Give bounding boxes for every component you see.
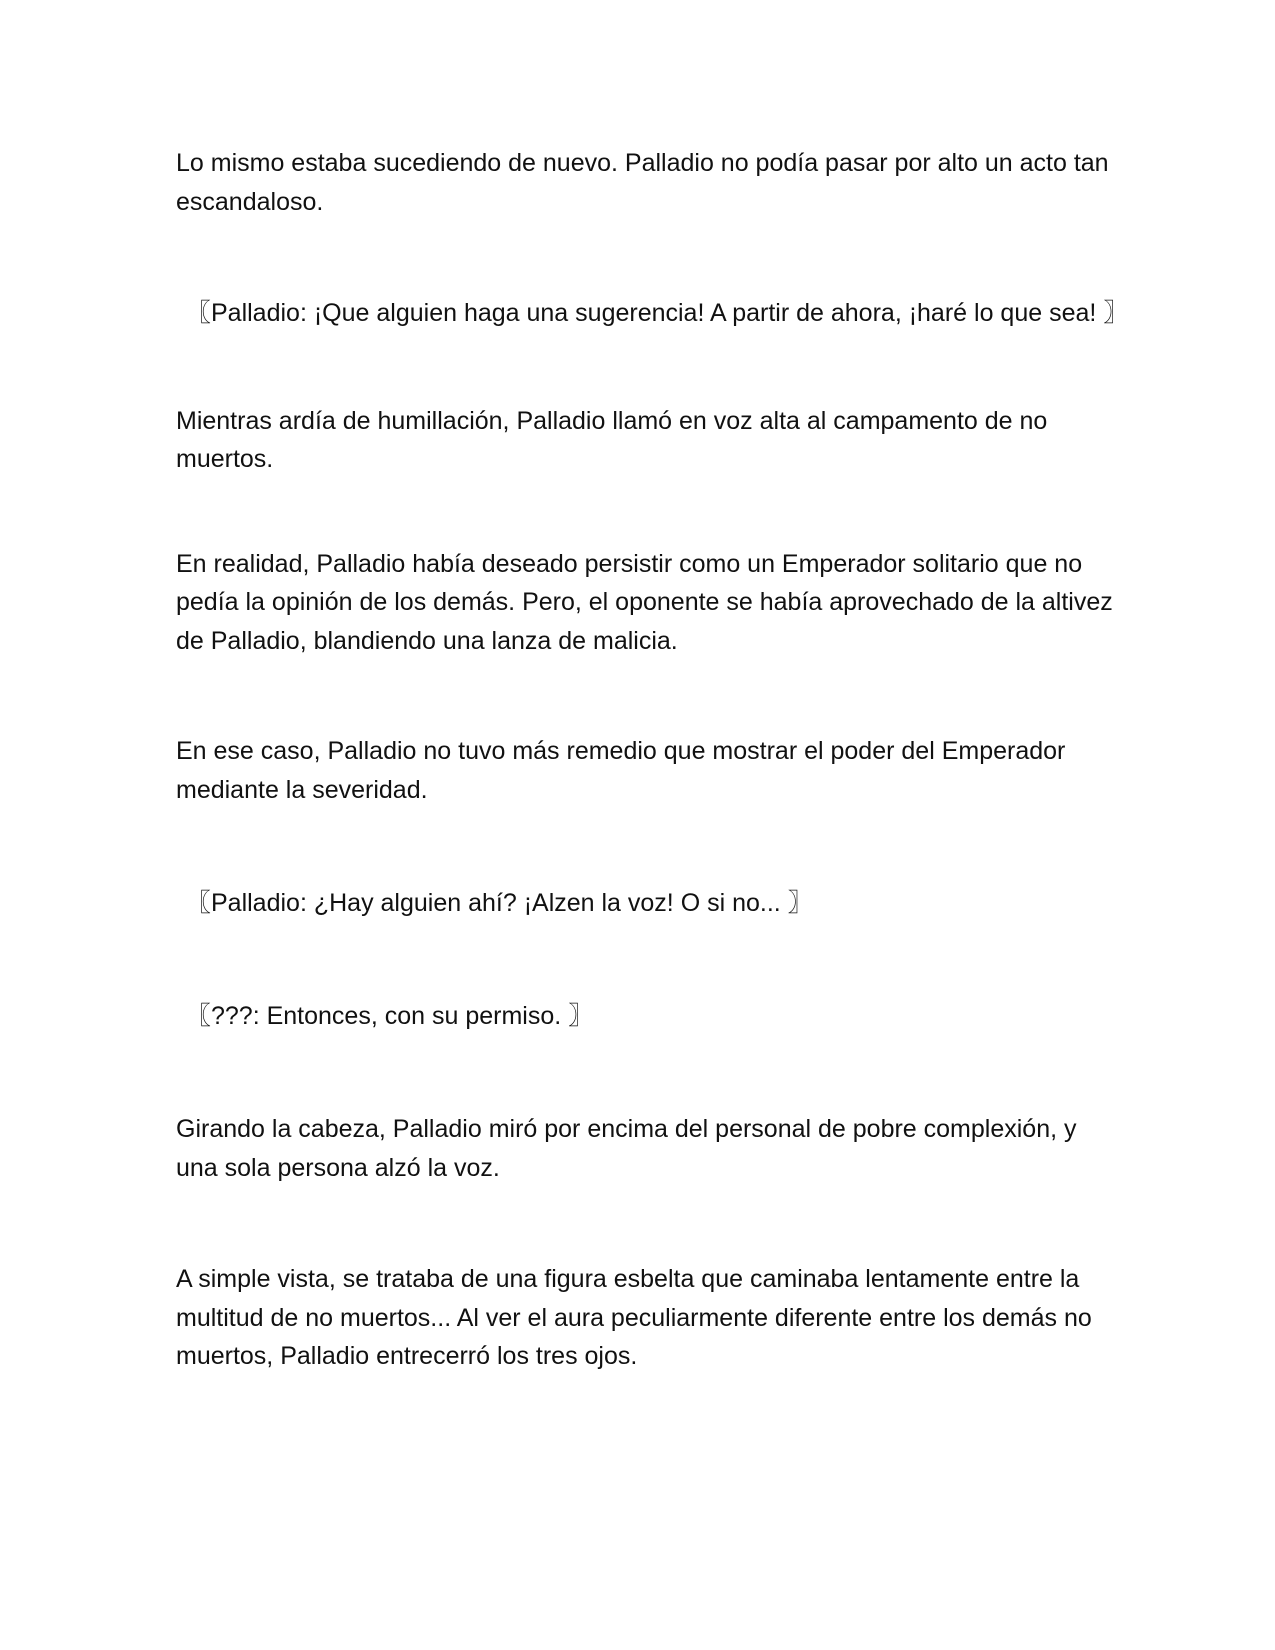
paragraph-spacer (176, 660, 1116, 732)
paragraph-spacer (176, 1035, 1116, 1110)
paragraph-narration-6: A simple vista, se trataba de una figura esbelta que caminaba lentamente entre la multitud de no muertos... Al ver el aura peculiarmente diferente entre los demás no muertos, Palladio entrecerró los tres ojos. (176, 1265, 1092, 1370)
paragraph-narration-5: Girando la cabeza, Palladio miró por encima del personal de pobre complexión, y una sola persona alzó la voz. (176, 1115, 1077, 1182)
paragraph-spacer (176, 1187, 1116, 1260)
paragraph-narration-4: En ese caso, Palladio no tuvo más remedio que mostrar el poder del Emperador mediante la severidad. (176, 737, 1066, 804)
paragraph-spacer (176, 221, 1116, 294)
paragraph-spacer (176, 923, 1116, 997)
paragraph-narration-1: Lo mismo estaba sucediendo de nuevo. Palladio no podía pasar por alto un acto tan escandaloso. (176, 149, 1109, 216)
paragraph-dialogue-unknown: 〖???: Entonces, con su permiso. 〗 (186, 1001, 594, 1030)
document-body (176, 144, 1129, 1376)
paragraph-spacer (176, 809, 1116, 884)
paragraph-narration-3: En realidad, Palladio había deseado persistir como un Emperador solitario que no pedía la opinión de los demás. Pero, el oponente se había aprovechado de la altivez de Palladio, blandiendo una lanza de malicia. (176, 549, 1113, 655)
paragraph-spacer (176, 333, 1116, 402)
paragraph-dialogue-palladio-2: 〖Palladio: ¿Hay alguien ahí? ¡Alzen la voz! O si no... 〗 (186, 889, 813, 917)
paragraph-narration-2: Mientras ardía de humillación, Palladio llamó en voz alta al campamento de no muertos. (176, 406, 1048, 473)
paragraph-dialogue-palladio-1: 〖Palladio: ¡Que alguien haga una sugerencia! A partir de ahora, ¡haré lo que sea! 〗 (186, 299, 1129, 327)
paragraph-spacer (176, 479, 1116, 545)
